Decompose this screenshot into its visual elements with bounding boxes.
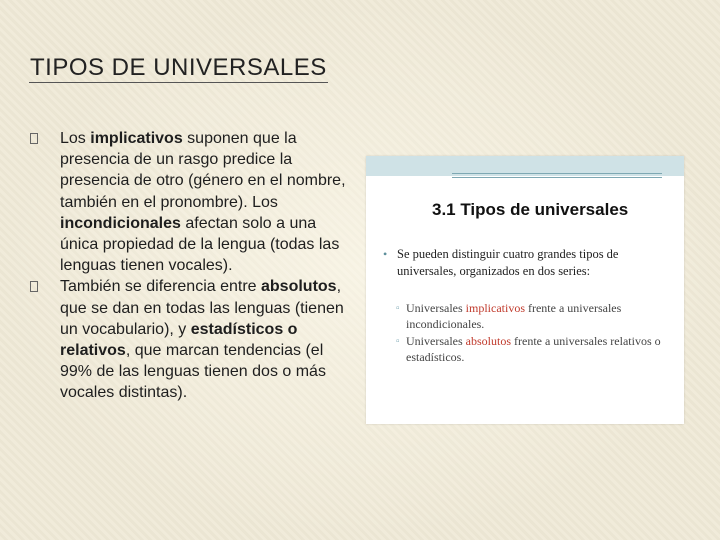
subbullet-highlight: absolutos: [465, 334, 511, 348]
slide-title: TIPOS DE UNIVERSALES: [30, 54, 327, 81]
image-subbullet: [396, 334, 666, 365]
bullet-text-part: afectan solo a una única propiedad de la lengua (todas las lenguas tienen vocales).: [60, 214, 340, 275]
bullet-list: [30, 128, 350, 404]
bullet-bold-term: absolutos: [261, 278, 337, 296]
image-bullet-text: Se pueden distinguir cuatro grandes tipos de universales, organizados en dos series:: [397, 247, 619, 278]
bullet-text-part: También se diferencia entre: [60, 278, 261, 296]
bullet-dot-icon: •: [383, 247, 388, 261]
subbullet-text: frente a universales incondicionales.: [406, 301, 622, 331]
subbullet-text: frente a universales relativos o estadísticos.: [406, 334, 661, 364]
bullet-bold-term: estadísticos o relativos: [60, 320, 298, 360]
square-bullet-icon: [30, 281, 38, 292]
image-header-lines: [452, 173, 662, 178]
bullet-item: [30, 128, 350, 276]
subbullet-highlight: implicativos: [465, 301, 525, 315]
bullet-text-part: suponen que la presencia de un rasgo predice la presencia de otro (género en el nombre, también en el pronombre). Los: [60, 130, 346, 211]
image-title: 3.1 Tipos de universales: [432, 200, 629, 219]
bullet-bold-term: incondicionales: [60, 214, 181, 232]
square-bullet-icon: [30, 133, 38, 144]
subbullet-square-icon: ▫: [396, 303, 400, 314]
bullet-text-part: , que se dan en todas las lenguas (tienen un vocabulario), y: [60, 278, 344, 338]
subbullet-text: Universales: [406, 334, 466, 348]
subbullet-square-icon: ▫: [396, 336, 400, 347]
bullet-text-part: , que marcan tendencias (el 99% de las lenguas tienen dos o más vocales distintas).: [60, 342, 326, 402]
title-underline: [29, 82, 328, 83]
bullet-text-part: Los: [60, 130, 91, 147]
embedded-slide-image: [366, 156, 684, 424]
image-bullet: [383, 246, 668, 280]
bullet-bold-term: implicativos: [90, 130, 183, 147]
bullet-item: [30, 276, 350, 403]
subbullet-text: Universales: [406, 301, 466, 315]
image-subbullet: [396, 301, 666, 332]
